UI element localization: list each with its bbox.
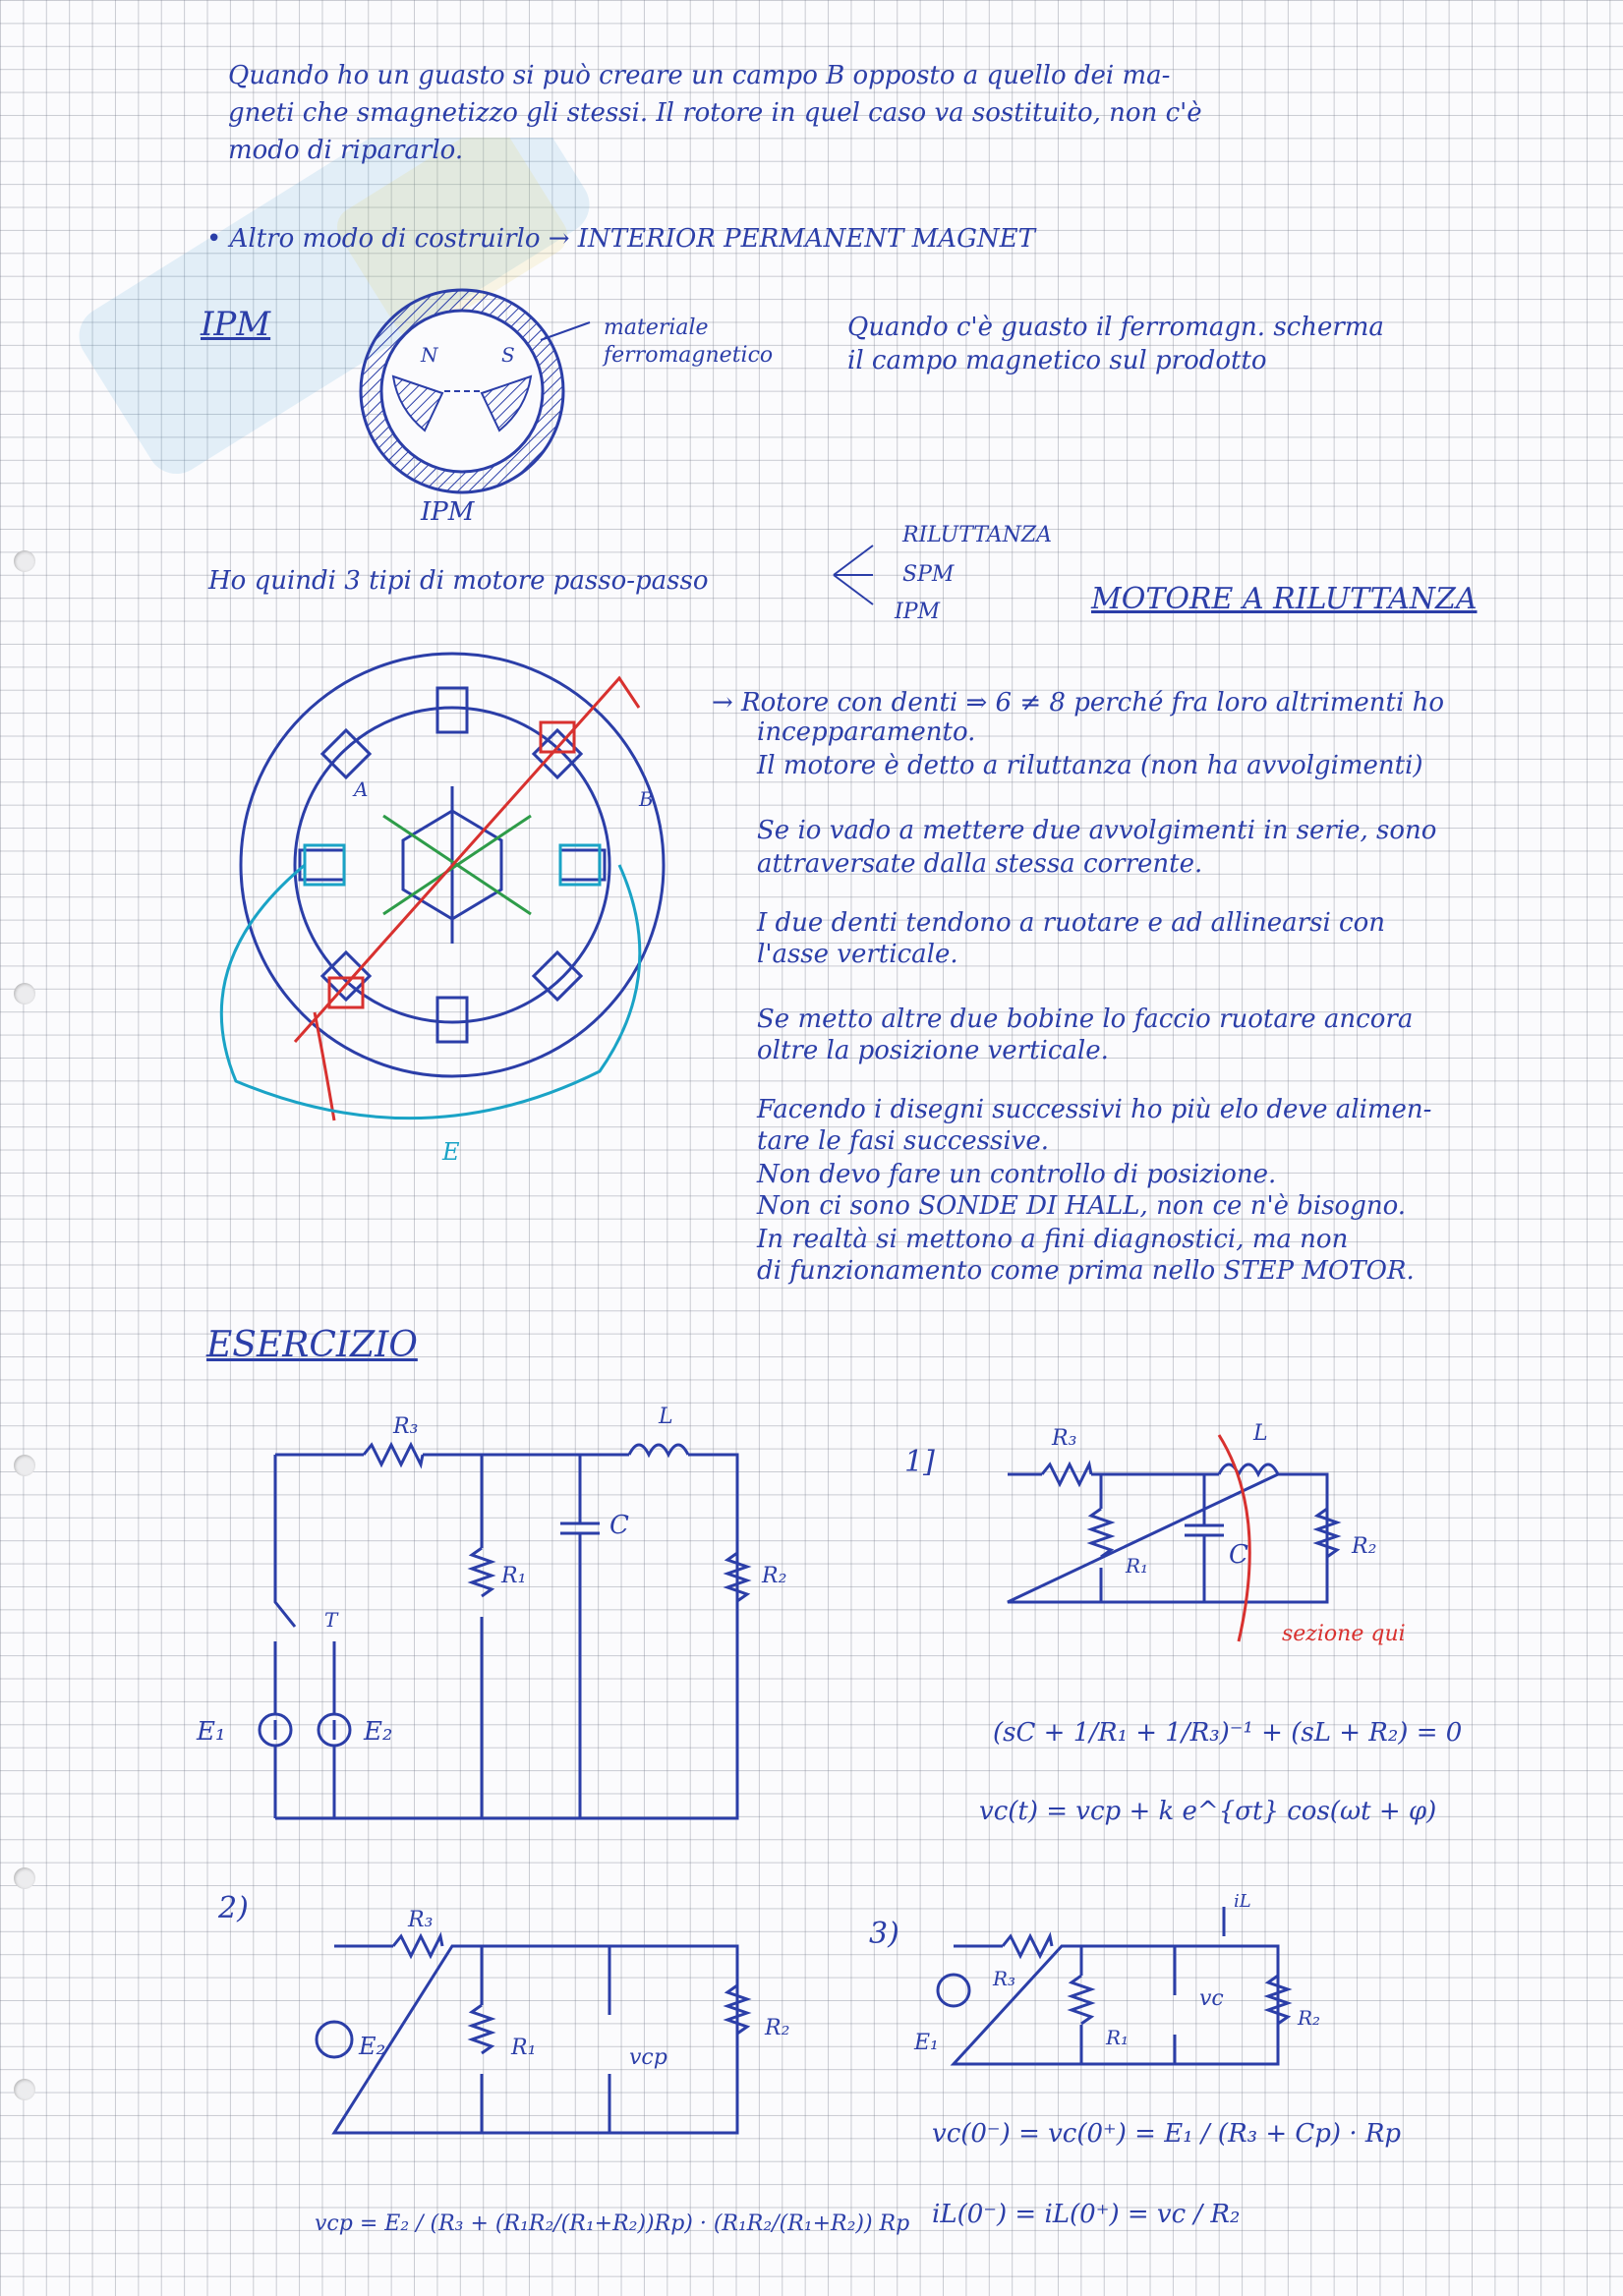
intro-line-2: gneti che smagnetizzo gli stessi. Il rotore in quel caso va sostituito, non c'è xyxy=(228,98,1202,128)
main-c-label: C xyxy=(609,1511,629,1540)
wire-label-e: E xyxy=(442,1138,460,1166)
motor-type-spm: SPM xyxy=(902,562,955,587)
ipm-pole-s: S xyxy=(501,343,515,367)
main-t-label: T xyxy=(324,1608,338,1632)
part2-eq: vcp = E₂ / (R₃ + (R₁R₂/(R₁+R₂))Rp) · (R₁R₂/(R₁+R₂)) Rp xyxy=(315,2211,910,2236)
main-r3-label: R₃ xyxy=(393,1414,419,1439)
part2-number: 2) xyxy=(218,1891,249,1925)
binder-hole xyxy=(14,1867,35,1889)
reluctance-motor-diagram xyxy=(206,649,659,1199)
ipm-title: IPM xyxy=(201,305,271,344)
part3-eq1: vc(0⁻) = vc(0⁺) = E₁ / (R₃ + Cp) · Rp xyxy=(932,2119,1402,2149)
part1-cut-note: sezione qui xyxy=(1282,1622,1406,1646)
intro-line-3: modo di ripararlo. xyxy=(228,136,464,165)
ipm-caption: IPM xyxy=(421,497,475,527)
binder-hole xyxy=(14,2079,35,2100)
reluctance-heading: MOTORE A RILUTTANZA xyxy=(1091,582,1478,616)
main-l-label: L xyxy=(659,1405,673,1429)
part1-l-label: L xyxy=(1253,1421,1268,1446)
part3-r3-label: R₃ xyxy=(993,1967,1016,1990)
part1-eq2: vc(t) = vcp + k e^{σt} cos(ωt + φ) xyxy=(979,1797,1437,1826)
reluctance-note-7: l'asse verticale. xyxy=(757,940,958,969)
coil-label-b: B xyxy=(639,787,654,811)
ipm-explain-1: Quando c'è guasto il ferromagn. scherma xyxy=(847,313,1384,342)
ipm-diagram xyxy=(354,283,609,519)
ipm-pole-n: N xyxy=(421,343,438,367)
part1-c-label: C xyxy=(1229,1540,1248,1570)
part1-circuit xyxy=(993,1415,1425,1651)
part2-vcp-label: vcp xyxy=(629,2045,667,2070)
part1-eq1: (sC + 1/R₁ + 1/R₃)⁻¹ + (sL + R₂) = 0 xyxy=(993,1718,1463,1748)
bullet-other-construction: • Altro modo di costruirlo → INTERIOR PERMANENT MAGNET xyxy=(206,224,1035,254)
reluctance-note-14: In realtà si mettono a fini diagnostici, ma non xyxy=(757,1225,1349,1254)
part3-e1-label: E₁ xyxy=(914,2031,939,2055)
motor-type-ipm: IPM xyxy=(895,600,941,624)
part3-r2-label: R₂ xyxy=(1298,2006,1321,2030)
reluctance-note-9: oltre la posizione verticale. xyxy=(757,1036,1109,1065)
reluctance-note-3: Il motore è detto a riluttanza (non ha avvolgimenti) xyxy=(757,751,1423,780)
part2-r1-label: R₁ xyxy=(511,2036,537,2060)
reluctance-note-13: Non ci sono SONDE DI HALL, non ce n'è bisogno. xyxy=(757,1191,1407,1221)
main-r2-label: R₂ xyxy=(762,1564,787,1588)
binder-hole xyxy=(14,550,35,572)
reluctance-note-4: Se io vado a mettere due avvolgimenti in serie, sono xyxy=(757,816,1437,845)
exercise-title: ESERCIZIO xyxy=(206,1325,418,1365)
part3-number: 3) xyxy=(869,1917,899,1951)
intro-line-1: Quando ho un guasto si può creare un campo B opposto a quello dei ma- xyxy=(228,61,1171,90)
part2-circuit xyxy=(295,1907,806,2152)
main-circuit xyxy=(167,1406,836,1838)
part3-circuit xyxy=(914,1887,1327,2084)
ipm-explain-2: il campo magnetico sul prodotto xyxy=(847,346,1267,375)
red-wire xyxy=(315,1012,334,1120)
reluctance-note-2: incepparamento. xyxy=(757,718,976,747)
reluctance-note-12: Non devo fare un controllo di posizione. xyxy=(757,1160,1277,1189)
part1-number: 1] xyxy=(904,1445,935,1479)
binder-hole xyxy=(14,983,35,1004)
reluctance-note-1: → Rotore con denti ⇒ 6 ≠ 8 perché fra loro altrimenti ho xyxy=(712,688,1444,718)
reluctance-note-10: Facendo i disegni successivi ho più elo deve alimen- xyxy=(757,1095,1432,1124)
part1-r3-label: R₃ xyxy=(1052,1426,1077,1451)
reluctance-note-6: I due denti tendono a ruotare e ad allinearsi con xyxy=(757,908,1385,938)
motor-type-reluctance: RILUTTANZA xyxy=(902,523,1053,547)
reluctance-note-8: Se metto altre due bobine lo faccio ruotare ancora xyxy=(757,1004,1414,1034)
binder-hole xyxy=(14,1455,35,1476)
part2-e2-label: E₂ xyxy=(359,2033,386,2060)
main-r1-label: R₁ xyxy=(501,1564,527,1588)
reluctance-note-5: attraversate dalla stessa corrente. xyxy=(757,849,1203,879)
main-e1-label: E₁ xyxy=(197,1717,226,1747)
main-e2-label: E₂ xyxy=(364,1717,393,1747)
ipm-material-label: materiale ferromagnetico xyxy=(604,316,774,368)
part2-r2-label: R₂ xyxy=(765,2016,790,2040)
part1-r1-label: R₁ xyxy=(1126,1554,1149,1578)
motor-types-brace xyxy=(824,531,883,619)
part3-r1-label: R₁ xyxy=(1106,2026,1130,2049)
reluctance-note-11: tare le fasi successive. xyxy=(757,1126,1049,1156)
coil-label-a: A xyxy=(354,777,369,801)
reluctance-note-15: di funzionamento come prima nello STEP MOTOR. xyxy=(757,1256,1415,1286)
part3-eq2: iL(0⁻) = iL(0⁺) = vc / R₂ xyxy=(932,2200,1241,2229)
part3-il-label: iL xyxy=(1234,1891,1251,1912)
part1-r2-label: R₂ xyxy=(1352,1534,1377,1559)
part3-vc-label: vc xyxy=(1199,1986,1224,2011)
part2-r3-label: R₃ xyxy=(408,1908,434,1932)
motor-types-prefix: Ho quindi 3 tipi di motore passo-passo xyxy=(208,566,709,596)
